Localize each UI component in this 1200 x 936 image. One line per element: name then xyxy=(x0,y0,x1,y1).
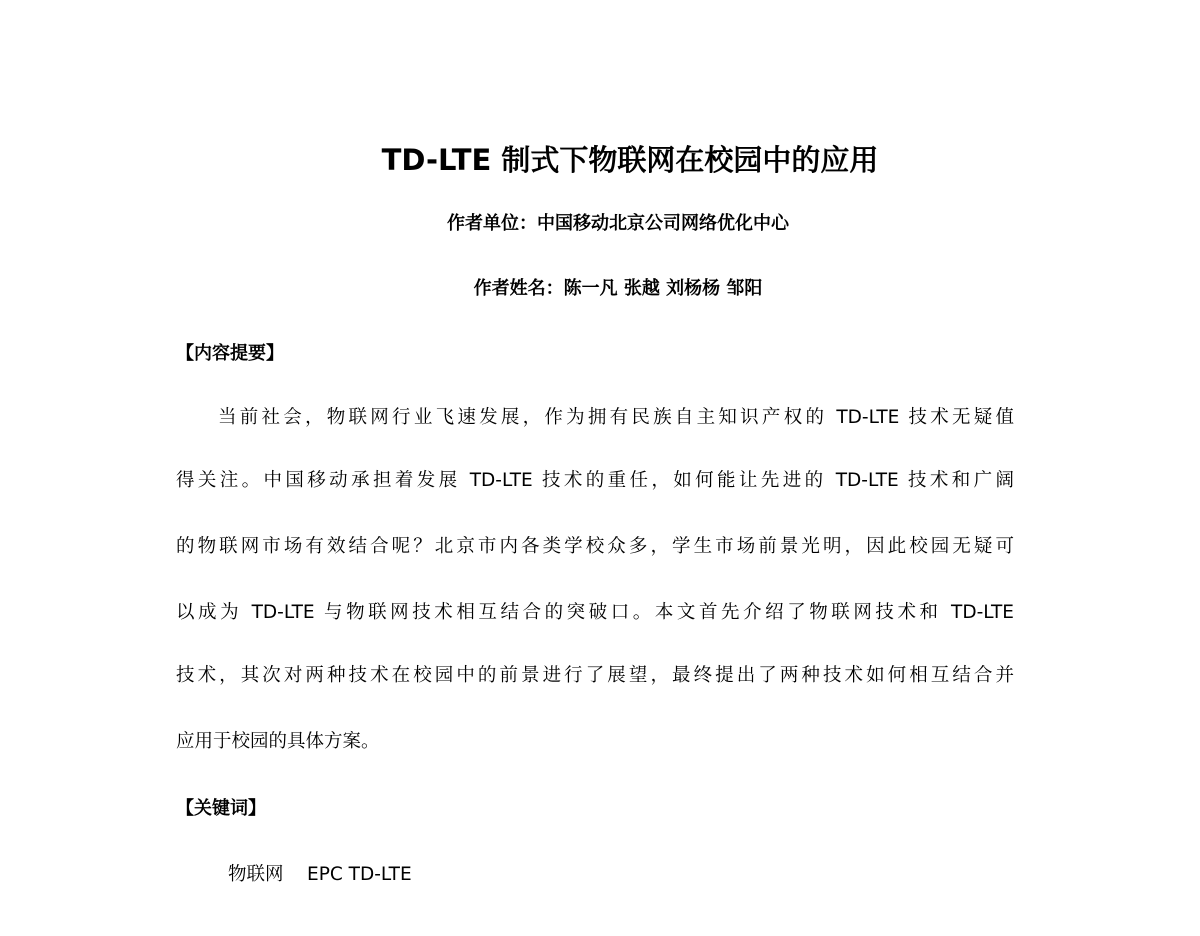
abstract-heading: 【内容提要】 xyxy=(176,343,284,364)
keywords-list: 物联网 EPC TD-LTE xyxy=(228,864,412,885)
author-names: 作者姓名：陈一凡 张越 刘杨杨 邹阳 xyxy=(473,278,763,299)
abstract-line: 以成为 TD-LTE 与物联网技术相互结合的突破口。本文首先介绍了物联网技术和 TD-LTE xyxy=(176,602,1014,623)
abstract-line: 技术，其次对两种技术在校园中的前景进行了展望，最终提出了两种技术如何相互结合并 xyxy=(176,665,1014,686)
paper-title: TD-LTE 制式下物联网在校园中的应用 xyxy=(381,143,879,177)
abstract-line: 得关注。中国移动承担着发展 TD-LTE 技术的重任，如何能让先进的 TD-LTE 技术和广阔 xyxy=(176,470,1014,491)
keywords-heading: 【关键词】 xyxy=(176,798,266,819)
author-affiliation: 作者单位：中国移动北京公司网络优化中心 xyxy=(447,213,789,234)
abstract-line: 的物联网市场有效结合呢？北京市内各类学校众多，学生市场前景光明，因此校园无疑可 xyxy=(176,536,1014,557)
abstract-line: 应用于校园的具体方案。 xyxy=(176,731,380,752)
abstract-line: 当前社会，物联网行业飞速发展，作为拥有民族自主知识产权的 TD-LTE 技术无疑值 xyxy=(218,407,1014,428)
